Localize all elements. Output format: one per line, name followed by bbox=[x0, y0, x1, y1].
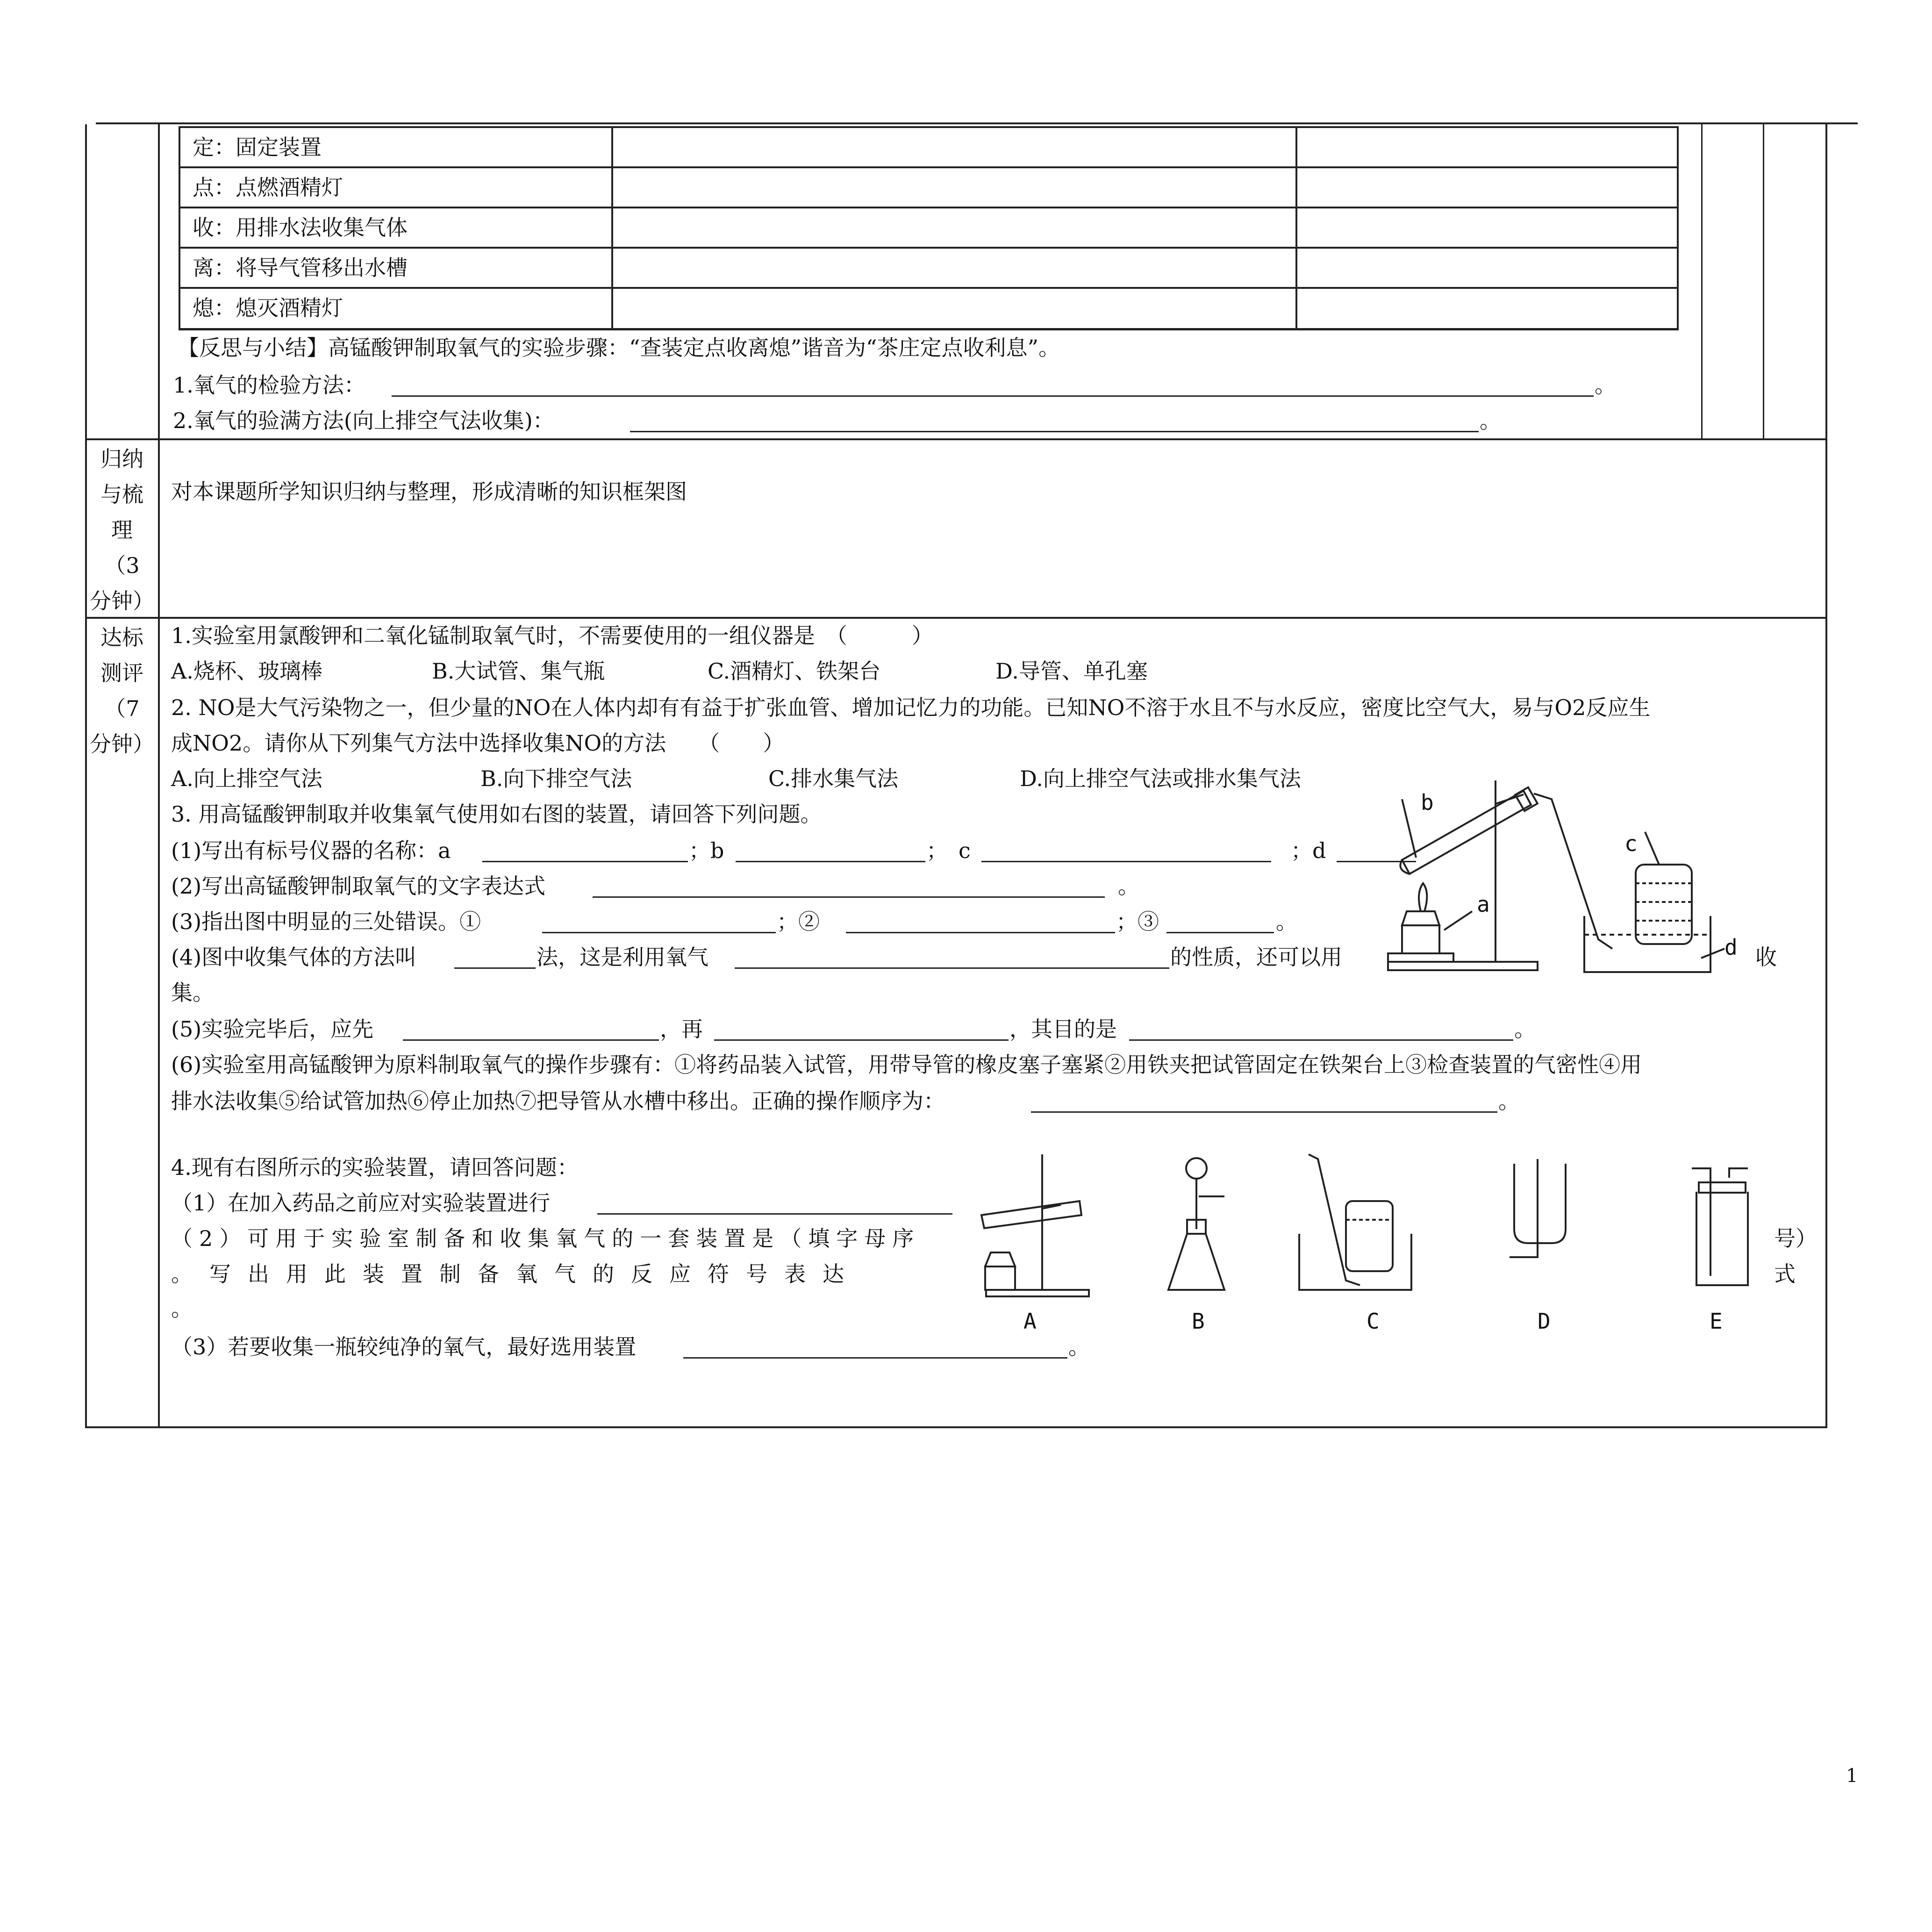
test-q4-1: （1）在加入药品之前应对实验装置进行 bbox=[171, 1190, 551, 1216]
test-q2-line2: 成NO2。请你从下列集气方法中选择收集NO的方法 （ ） bbox=[171, 730, 785, 756]
summary-content: 对本课题所学知识归纳与整理，形成清晰的知识框架图 bbox=[171, 479, 687, 504]
test-q3-6-line1: (6)实验室用高锰酸钾为原料制取氧气的操作步骤有：①将药品装入试管，用带导管的橡皮塞子塞紧②用铁夹把试管固定在铁架台上③检查装置的气密性④用 bbox=[171, 1052, 1642, 1077]
test-q3-5-c: ，其目的是 bbox=[1009, 1016, 1117, 1042]
reflection-summary: 【反思与小结】高锰酸钾制取氧气的实验步骤：“查装定点收离熄”谐音为“茶庄定点收利息”。 bbox=[178, 335, 1060, 360]
test-q2-option-a[interactable]: A.向上排空气法 bbox=[171, 766, 322, 791]
reflection-q2: 2.氧气的验满方法(向上排空气法收集)： bbox=[173, 408, 554, 433]
outer-right-border bbox=[1825, 124, 1827, 1428]
right-col-border-2 bbox=[1763, 124, 1764, 439]
answer-blank-q3-6[interactable] bbox=[1031, 1111, 1497, 1113]
figure1-label-c: c bbox=[1624, 831, 1638, 856]
test-q3-3-c: ；③ bbox=[1116, 909, 1159, 934]
test-q3: 3. 用高锰酸钾制取并收集氧气使用如右图的装置，请回答下列问题。 bbox=[171, 801, 822, 827]
test-q3-4-b: 法，这是利用氧气 bbox=[537, 945, 708, 970]
figure1-label-b: b bbox=[1421, 790, 1434, 815]
test-q3-3: (3)指出图中明显的三处错误。① bbox=[171, 909, 481, 934]
test-q3-2: (2)写出高锰酸钾制取氧气的文字表达式 bbox=[171, 873, 546, 899]
test-q3-5-b: ，再 bbox=[660, 1016, 703, 1042]
test-q2-option-b[interactable]: B.向下排空气法 bbox=[480, 766, 632, 791]
apparatus-figure bbox=[1383, 771, 1729, 981]
step-row-collect: 收：用排水法收集气体 bbox=[193, 215, 408, 240]
test-q4-3: （3）若要收集一瓶较纯净的氧气，最好选用装置 bbox=[171, 1334, 637, 1360]
steps-table bbox=[179, 126, 1679, 332]
top-rule bbox=[96, 122, 1858, 124]
outer-left-border bbox=[85, 124, 87, 1428]
outer-bottom-border bbox=[85, 1426, 1827, 1428]
test-q3-6-line2: 排水法收集⑤给试管加热⑥停止加热⑦把导管从水槽中移出。正确的操作顺序为： bbox=[171, 1088, 945, 1114]
figure1-label-d: d bbox=[1724, 935, 1738, 960]
answer-blank-q3-1c[interactable] bbox=[981, 861, 1271, 862]
step-row-light: 点：点燃酒精灯 bbox=[193, 175, 343, 200]
section-divider-2 bbox=[85, 617, 1827, 619]
answer-blank-q3-4a[interactable] bbox=[454, 967, 536, 969]
page-number: 1 bbox=[1846, 1765, 1858, 1787]
figure1-label-a: a bbox=[1477, 892, 1490, 917]
figure2-label-b: B bbox=[1192, 1309, 1205, 1334]
test-q3-2-end: 。 bbox=[1118, 873, 1139, 899]
test-q1-option-b[interactable]: B.大试管、集气瓶 bbox=[432, 658, 605, 684]
reflection-q1-end: 。 bbox=[1595, 372, 1616, 398]
step-row-extinguish: 熄：熄灭酒精灯 bbox=[193, 295, 343, 321]
answer-blank-q3-4b[interactable] bbox=[735, 967, 1169, 969]
answer-blank-q3-3c[interactable] bbox=[1166, 932, 1274, 933]
answer-blank-q3-5a[interactable] bbox=[403, 1039, 659, 1041]
test-q4-2: （2）可用于实验室制备和收集氧气的一套装置是（填字母序 bbox=[171, 1226, 921, 1251]
answer-blank-q3-1a[interactable] bbox=[482, 861, 688, 862]
answer-blank-q3-1b[interactable] bbox=[736, 861, 925, 862]
test-q3-4: (4)图中收集气体的方法叫 bbox=[171, 945, 417, 970]
test-q3-4-d: 收 bbox=[1755, 945, 1777, 970]
answer-blank-q2[interactable] bbox=[630, 431, 1479, 432]
test-q3-3-end: 。 bbox=[1276, 909, 1297, 934]
answer-blank-q3-5b[interactable] bbox=[714, 1039, 1009, 1041]
answer-blank-q4-1[interactable] bbox=[597, 1213, 952, 1215]
test-q4-2b-end: 式 bbox=[1774, 1261, 1796, 1287]
test-q4-3-end: 。 bbox=[1068, 1334, 1090, 1360]
test-q2-option-d[interactable]: D.向上排空气法或排水集气法 bbox=[1020, 766, 1301, 791]
test-q3-5: (5)实验完毕后，应先 bbox=[171, 1016, 374, 1042]
side-column-border bbox=[158, 124, 160, 1428]
test-q1-option-a[interactable]: A.烧杯、玻璃棒 bbox=[171, 658, 322, 684]
test-q3-6-end: 。 bbox=[1498, 1088, 1520, 1114]
test-q3-3-b: ；② bbox=[777, 909, 820, 934]
test-q2-option-c[interactable]: C.排水集气法 bbox=[768, 766, 899, 791]
test-q3-4-c: 的性质，还可以用 bbox=[1170, 945, 1342, 970]
test-q4-2c: 。 bbox=[171, 1296, 193, 1321]
answer-blank-q1[interactable] bbox=[392, 395, 1594, 397]
test-q1-option-d[interactable]: D.导管、单孔塞 bbox=[995, 658, 1148, 684]
reflection-q2-end: 。 bbox=[1480, 408, 1501, 433]
test-q3-1: (1)写出有标号仪器的名称：a bbox=[171, 838, 451, 863]
step-row-fix: 定：固定装置 bbox=[193, 135, 322, 160]
step-row-remove: 离：将导气管移出水槽 bbox=[193, 255, 408, 280]
test-q1: 1.实验室用氯酸钾和二氧化锰制取氧气时，不需要使用的一组仪器是 （ ） bbox=[171, 623, 933, 648]
test-q3-1-d: ；d bbox=[1291, 838, 1326, 863]
test-q3-1-c: ； c bbox=[926, 838, 971, 863]
section-divider-1 bbox=[85, 438, 1827, 440]
test-q1-option-c[interactable]: C.酒精灯、铁架台 bbox=[708, 658, 881, 684]
test-q2-line1: 2. NO是大气污染物之一，但少量的NO在人体内却有有益于扩张血管、增加记忆力的功能。已知NO不溶于水且不与水反应，密度比空气大，易与O2反应生 bbox=[171, 695, 1651, 720]
apparatus-set-figure bbox=[963, 1150, 1785, 1309]
figure2-label-c: C bbox=[1367, 1309, 1380, 1334]
test-q3-4-e: 集。 bbox=[171, 980, 214, 1005]
figure2-label-a: A bbox=[1023, 1309, 1037, 1334]
test-q3-5-end: 。 bbox=[1514, 1016, 1536, 1042]
test-q4-2b: 。写出用此装置制备氧气的反应符号表达 bbox=[171, 1261, 861, 1287]
answer-blank-q3-5c[interactable] bbox=[1129, 1039, 1513, 1041]
test-q3-1-b: ；b bbox=[689, 838, 724, 863]
figure2-label-d: D bbox=[1538, 1309, 1551, 1334]
test-q4-2-end: 号） bbox=[1774, 1226, 1817, 1251]
answer-blank-q3-3a[interactable] bbox=[542, 932, 776, 933]
answer-blank-q3-3b[interactable] bbox=[846, 932, 1115, 933]
answer-blank-q4-3[interactable] bbox=[683, 1357, 1067, 1359]
answer-blank-q3-2[interactable] bbox=[593, 896, 1105, 898]
right-col-border-1 bbox=[1701, 124, 1703, 439]
test-q4: 4.现有右图所示的实验装置，请回答问题： bbox=[171, 1155, 579, 1180]
reflection-q1: 1.氧气的检验方法： bbox=[173, 372, 365, 398]
figure2-label-e: E bbox=[1710, 1309, 1723, 1334]
